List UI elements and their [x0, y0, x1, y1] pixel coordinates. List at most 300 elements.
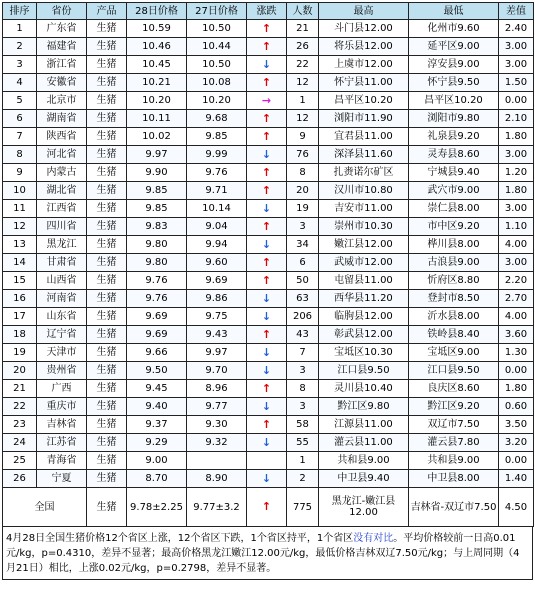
cell-trend	[247, 452, 287, 470]
cell-highest: 汉川市10.80	[319, 182, 409, 200]
table-row	[3, 110, 534, 128]
cell-price-27: 9.69	[187, 272, 247, 290]
cell-lowest: 铁岭县8.40	[409, 326, 499, 344]
cell-lowest: 忻府区8.80	[409, 272, 499, 290]
cell-count: 3	[287, 398, 319, 416]
cell-diff: 3.00	[499, 146, 534, 164]
trend-up-icon: ↑	[261, 75, 272, 89]
trend-down-icon: ↓	[261, 471, 272, 485]
cell-rank: 8	[3, 146, 37, 164]
cell-diff: 2.70	[499, 290, 534, 308]
cell-trend	[247, 308, 287, 326]
cell-trend	[247, 92, 287, 110]
cell-rank: 16	[3, 290, 37, 308]
cell-price-27: 9.85	[187, 128, 247, 146]
cell-lowest: 黔江区9.20	[409, 398, 499, 416]
trend-down-icon: ↓	[261, 435, 272, 449]
cell-diff: 3.50	[499, 416, 534, 434]
cell-product: 生猪	[87, 56, 127, 74]
cell-product: 生猪	[87, 110, 127, 128]
cell-rank: 10	[3, 182, 37, 200]
cell-province: 贵州省	[37, 362, 87, 380]
cell-lowest: 市中区9.20	[409, 218, 499, 236]
total-label: 全国	[3, 488, 87, 527]
cell-trend	[247, 164, 287, 182]
cell-rank: 14	[3, 254, 37, 272]
table-row	[3, 254, 534, 272]
cell-product: 生猪	[87, 326, 127, 344]
cell-lowest: 灵寿县8.60	[409, 146, 499, 164]
cell-diff: 1.80	[499, 128, 534, 146]
cell-province: 福建省	[37, 38, 87, 56]
cell-count: 1	[287, 92, 319, 110]
trend-up-icon: ↑	[261, 417, 272, 431]
cell-trend	[247, 182, 287, 200]
cell-lowest: 怀宁县9.50	[409, 74, 499, 92]
cell-province: 北京市	[37, 92, 87, 110]
cell-diff: 4.00	[499, 308, 534, 326]
price-table	[2, 2, 534, 527]
header-highest: 最高	[319, 3, 409, 20]
cell-trend	[247, 128, 287, 146]
cell-highest: 宝坻区10.30	[319, 344, 409, 362]
cell-rank: 24	[3, 434, 37, 452]
cell-diff: 0.00	[499, 362, 534, 380]
cell-province: 安徽省	[37, 74, 87, 92]
trend-down-icon: ↓	[261, 57, 272, 71]
cell-count: 21	[287, 20, 319, 38]
cell-province: 天津市	[37, 344, 87, 362]
cell-lowest: 浏阳市9.80	[409, 110, 499, 128]
trend-up-icon: ↑	[261, 21, 272, 35]
cell-product: 生猪	[87, 200, 127, 218]
cell-trend	[247, 236, 287, 254]
total-highest: 黑龙江-嫩江县12.00	[319, 488, 409, 527]
cell-price-28: 9.40	[127, 398, 187, 416]
cell-highest: 怀宁县11.00	[319, 74, 409, 92]
cell-lowest: 中卫县8.00	[409, 470, 499, 488]
cell-price-28: 9.85	[127, 200, 187, 218]
cell-trend	[247, 362, 287, 380]
cell-trend	[247, 398, 287, 416]
trend-up-icon: ↑	[261, 273, 272, 287]
total-price-28: 9.78±2.25	[127, 488, 187, 527]
cell-lowest: 宁城县9.40	[409, 164, 499, 182]
cell-count: 76	[287, 146, 319, 164]
table-row	[3, 380, 534, 398]
cell-highest: 灌云县11.00	[319, 434, 409, 452]
cell-product: 生猪	[87, 74, 127, 92]
table-row	[3, 272, 534, 290]
cell-province: 江苏省	[37, 434, 87, 452]
cell-rank: 21	[3, 380, 37, 398]
cell-price-27: 9.70	[187, 362, 247, 380]
cell-lowest: 双辽市7.50	[409, 416, 499, 434]
cell-rank: 1	[3, 20, 37, 38]
cell-price-28: 10.11	[127, 110, 187, 128]
cell-province: 甘肃省	[37, 254, 87, 272]
cell-highest: 江源县11.00	[319, 416, 409, 434]
trend-up-icon: ↑	[261, 39, 272, 53]
cell-diff: 0.60	[499, 398, 534, 416]
trend-down-icon: ↓	[261, 309, 272, 323]
cell-trend	[247, 218, 287, 236]
trend-up-icon: ↑	[261, 327, 272, 341]
trend-up-icon: ↑	[261, 129, 272, 143]
cell-count: 22	[287, 56, 319, 74]
summary-text-1: 4月28日全国生猪价格12个省区上涨，12个省区下跌，1个省区持平，1个省区	[6, 533, 354, 544]
cell-rank: 5	[3, 92, 37, 110]
table-row	[3, 92, 534, 110]
cell-trend	[247, 434, 287, 452]
cell-price-27	[187, 452, 247, 470]
cell-price-28: 10.45	[127, 56, 187, 74]
cell-price-27: 9.68	[187, 110, 247, 128]
cell-price-27: 8.90	[187, 470, 247, 488]
cell-price-27: 9.32	[187, 434, 247, 452]
cell-count: 50	[287, 272, 319, 290]
trend-down-icon: ↓	[261, 363, 272, 377]
cell-highest: 共和县9.00	[319, 452, 409, 470]
cell-product: 生猪	[87, 164, 127, 182]
cell-rank: 12	[3, 218, 37, 236]
cell-count: 58	[287, 416, 319, 434]
cell-count: 6	[287, 254, 319, 272]
header-lowest: 最低	[409, 3, 499, 20]
cell-price-28: 10.46	[127, 38, 187, 56]
trend-up-icon: ↑	[261, 183, 272, 197]
trend-down-icon: ↓	[261, 345, 272, 359]
cell-product: 生猪	[87, 92, 127, 110]
cell-province: 广东省	[37, 20, 87, 38]
cell-province: 山东省	[37, 308, 87, 326]
cell-highest: 上虞市12.00	[319, 56, 409, 74]
table-row	[3, 182, 534, 200]
cell-diff: 0.00	[499, 92, 534, 110]
cell-product: 生猪	[87, 290, 127, 308]
cell-highest: 中卫县9.40	[319, 470, 409, 488]
cell-highest: 将乐县12.00	[319, 38, 409, 56]
cell-lowest: 崇仁县8.00	[409, 200, 499, 218]
cell-highest: 浏阳市11.90	[319, 110, 409, 128]
cell-trend	[247, 200, 287, 218]
cell-lowest: 良庆区8.60	[409, 380, 499, 398]
cell-count: 12	[287, 74, 319, 92]
cell-product: 生猪	[87, 182, 127, 200]
cell-product: 生猪	[87, 218, 127, 236]
cell-province: 辽宁省	[37, 326, 87, 344]
header-province: 省份	[37, 3, 87, 20]
cell-highest: 西华县11.20	[319, 290, 409, 308]
cell-province: 河南省	[37, 290, 87, 308]
total-count: 775	[287, 488, 319, 527]
cell-lowest: 灌云县7.80	[409, 434, 499, 452]
cell-count: 3	[287, 362, 319, 380]
cell-price-28: 9.69	[127, 308, 187, 326]
table-row	[3, 20, 534, 38]
cell-rank: 17	[3, 308, 37, 326]
table-row	[3, 344, 534, 362]
table-row	[3, 398, 534, 416]
table-row	[3, 236, 534, 254]
price-report	[2, 2, 533, 580]
cell-lowest: 宝坻区9.00	[409, 344, 499, 362]
cell-lowest: 江口县9.50	[409, 362, 499, 380]
cell-product: 生猪	[87, 452, 127, 470]
trend-flat-icon: →	[261, 93, 272, 107]
cell-product: 生猪	[87, 308, 127, 326]
table-row	[3, 218, 534, 236]
cell-product: 生猪	[87, 38, 127, 56]
cell-trend	[247, 272, 287, 290]
cell-lowest: 沂水县8.00	[409, 308, 499, 326]
cell-trend	[247, 326, 287, 344]
total-trend	[247, 488, 287, 527]
trend-up-icon: ↑	[261, 165, 272, 179]
cell-product: 生猪	[87, 128, 127, 146]
cell-price-28: 9.37	[127, 416, 187, 434]
cell-count: 2	[287, 470, 319, 488]
table-row	[3, 326, 534, 344]
cell-province: 湖北省	[37, 182, 87, 200]
cell-price-27: 9.43	[187, 326, 247, 344]
cell-lowest: 武穴市9.00	[409, 182, 499, 200]
cell-price-27: 9.76	[187, 164, 247, 182]
header-trend: 涨跌	[247, 3, 287, 20]
cell-price-27: 9.97	[187, 344, 247, 362]
cell-lowest: 化州市9.60	[409, 20, 499, 38]
cell-province: 重庆市	[37, 398, 87, 416]
summary-text-2: 。平均价格较前一日高0.01元/kg，p=0.4310，差异不显著；最高价格黑龙江嫩江12.00元/kg，最低价格吉林双辽7.50元/kg；与上周同期（4月21日）相比，上涨0.02元/kg，p=0.2798，差异不显著。	[6, 533, 520, 574]
cell-trend	[247, 38, 287, 56]
cell-count: 43	[287, 326, 319, 344]
cell-rank: 4	[3, 74, 37, 92]
cell-price-28: 9.29	[127, 434, 187, 452]
cell-price-27: 9.71	[187, 182, 247, 200]
cell-rank: 13	[3, 236, 37, 254]
table-body	[3, 20, 534, 527]
cell-product: 生猪	[87, 254, 127, 272]
table-row	[3, 74, 534, 92]
header-price-28: 28日价格	[127, 3, 187, 20]
cell-trend	[247, 380, 287, 398]
cell-price-28: 9.66	[127, 344, 187, 362]
cell-product: 生猪	[87, 416, 127, 434]
cell-product: 生猪	[87, 470, 127, 488]
cell-price-28: 9.50	[127, 362, 187, 380]
cell-trend	[247, 254, 287, 272]
cell-lowest: 礼泉县9.20	[409, 128, 499, 146]
trend-up-icon: ↑	[261, 255, 272, 269]
cell-price-27: 10.20	[187, 92, 247, 110]
cell-trend	[247, 110, 287, 128]
table-row	[3, 200, 534, 218]
cell-rank: 23	[3, 416, 37, 434]
table-row	[3, 362, 534, 380]
cell-product: 生猪	[87, 146, 127, 164]
cell-rank: 6	[3, 110, 37, 128]
cell-diff: 3.60	[499, 326, 534, 344]
cell-count: 26	[287, 38, 319, 56]
trend-down-icon: ↓	[261, 201, 272, 215]
cell-diff: 0.00	[499, 452, 534, 470]
cell-price-28: 9.76	[127, 290, 187, 308]
cell-price-28: 10.21	[127, 74, 187, 92]
cell-trend	[247, 416, 287, 434]
table-row	[3, 128, 534, 146]
trend-up-icon: ↑	[261, 219, 272, 233]
cell-product: 生猪	[87, 20, 127, 38]
cell-price-27: 10.14	[187, 200, 247, 218]
cell-rank: 15	[3, 272, 37, 290]
cell-price-28: 9.45	[127, 380, 187, 398]
header-price-27: 27日价格	[187, 3, 247, 20]
cell-rank: 3	[3, 56, 37, 74]
cell-count: 206	[287, 308, 319, 326]
cell-highest: 黔江区9.80	[319, 398, 409, 416]
cell-trend	[247, 470, 287, 488]
cell-rank: 9	[3, 164, 37, 182]
cell-rank: 19	[3, 344, 37, 362]
cell-price-27: 9.86	[187, 290, 247, 308]
table-row	[3, 434, 534, 452]
cell-count: 19	[287, 200, 319, 218]
cell-diff: 4.00	[499, 236, 534, 254]
total-row	[3, 488, 534, 527]
cell-province: 四川省	[37, 218, 87, 236]
cell-diff: 3.00	[499, 56, 534, 74]
cell-price-28: 8.70	[127, 470, 187, 488]
cell-lowest: 桦川县8.00	[409, 236, 499, 254]
trend-down-icon: ↓	[261, 291, 272, 305]
trend-down-icon: ↓	[261, 237, 272, 251]
trend-down-icon: ↓	[261, 147, 272, 161]
table-row	[3, 290, 534, 308]
cell-lowest: 延平区9.00	[409, 38, 499, 56]
cell-price-27: 8.96	[187, 380, 247, 398]
total-diff: 4.50	[499, 488, 534, 527]
cell-lowest: 淳安县9.00	[409, 56, 499, 74]
cell-diff: 1.30	[499, 344, 534, 362]
cell-rank: 26	[3, 470, 37, 488]
cell-price-28: 9.80	[127, 236, 187, 254]
cell-price-27: 9.04	[187, 218, 247, 236]
cell-price-28: 9.69	[127, 326, 187, 344]
cell-province: 黑龙江	[37, 236, 87, 254]
cell-highest: 彰武县12.00	[319, 326, 409, 344]
cell-price-28: 9.76	[127, 272, 187, 290]
cell-province: 湖南省	[37, 110, 87, 128]
header-row	[3, 3, 534, 20]
table-row	[3, 56, 534, 74]
cell-province: 内蒙古	[37, 164, 87, 182]
summary-note	[2, 527, 533, 580]
cell-lowest: 古浪县9.00	[409, 254, 499, 272]
cell-product: 生猪	[87, 344, 127, 362]
table-row	[3, 452, 534, 470]
cell-diff: 1.40	[499, 470, 534, 488]
cell-price-28: 10.20	[127, 92, 187, 110]
cell-diff: 1.20	[499, 164, 534, 182]
cell-rank: 11	[3, 200, 37, 218]
cell-price-28: 9.85	[127, 182, 187, 200]
cell-highest: 斗门县12.00	[319, 20, 409, 38]
cell-highest: 深泽县11.60	[319, 146, 409, 164]
cell-product: 生猪	[87, 236, 127, 254]
total-price-27: 9.77±3.2	[187, 488, 247, 527]
cell-product: 生猪	[87, 380, 127, 398]
cell-province: 江西省	[37, 200, 87, 218]
table-row	[3, 146, 534, 164]
cell-highest: 崇州市10.30	[319, 218, 409, 236]
cell-count: 8	[287, 164, 319, 182]
cell-highest: 灵川县10.40	[319, 380, 409, 398]
cell-diff: 3.00	[499, 200, 534, 218]
cell-rank: 7	[3, 128, 37, 146]
cell-highest: 临朐县12.00	[319, 308, 409, 326]
cell-count: 20	[287, 182, 319, 200]
trend-up-icon: ↑	[261, 111, 272, 125]
cell-count: 12	[287, 110, 319, 128]
cell-diff: 2.40	[499, 20, 534, 38]
cell-count: 1	[287, 452, 319, 470]
cell-province: 山西省	[37, 272, 87, 290]
trend-up-icon: ↑	[261, 500, 272, 513]
cell-count: 63	[287, 290, 319, 308]
cell-count: 3	[287, 218, 319, 236]
table-row	[3, 164, 534, 182]
cell-province: 陕西省	[37, 128, 87, 146]
cell-price-28: 9.00	[127, 452, 187, 470]
cell-price-27: 9.30	[187, 416, 247, 434]
cell-product: 生猪	[87, 272, 127, 290]
cell-highest: 江口县9.50	[319, 362, 409, 380]
cell-rank: 22	[3, 398, 37, 416]
cell-lowest: 昌平区10.20	[409, 92, 499, 110]
cell-price-28: 10.59	[127, 20, 187, 38]
cell-price-27: 9.99	[187, 146, 247, 164]
cell-highest: 武威市12.00	[319, 254, 409, 272]
cell-province: 河北省	[37, 146, 87, 164]
table-row	[3, 308, 534, 326]
cell-price-27: 10.44	[187, 38, 247, 56]
cell-diff: 2.10	[499, 110, 534, 128]
cell-rank: 2	[3, 38, 37, 56]
cell-trend	[247, 146, 287, 164]
cell-diff: 2.20	[499, 272, 534, 290]
summary-highlight: 没有对比	[353, 533, 394, 544]
cell-lowest: 登封市8.50	[409, 290, 499, 308]
header-diff: 差值	[499, 3, 534, 20]
cell-highest: 扎赉诺尔矿区	[319, 164, 409, 182]
cell-count: 7	[287, 344, 319, 362]
cell-province: 浙江省	[37, 56, 87, 74]
cell-count: 34	[287, 236, 319, 254]
cell-rank: 25	[3, 452, 37, 470]
cell-diff: 3.00	[499, 254, 534, 272]
trend-down-icon: ↓	[261, 399, 272, 413]
cell-highest: 嫩江县12.00	[319, 236, 409, 254]
cell-price-27: 9.94	[187, 236, 247, 254]
cell-province: 宁夏	[37, 470, 87, 488]
cell-price-27: 9.60	[187, 254, 247, 272]
cell-diff: 1.80	[499, 380, 534, 398]
cell-trend	[247, 290, 287, 308]
table-row	[3, 470, 534, 488]
cell-count: 9	[287, 128, 319, 146]
cell-price-27: 10.08	[187, 74, 247, 92]
trend-up-icon: ↑	[261, 381, 272, 395]
